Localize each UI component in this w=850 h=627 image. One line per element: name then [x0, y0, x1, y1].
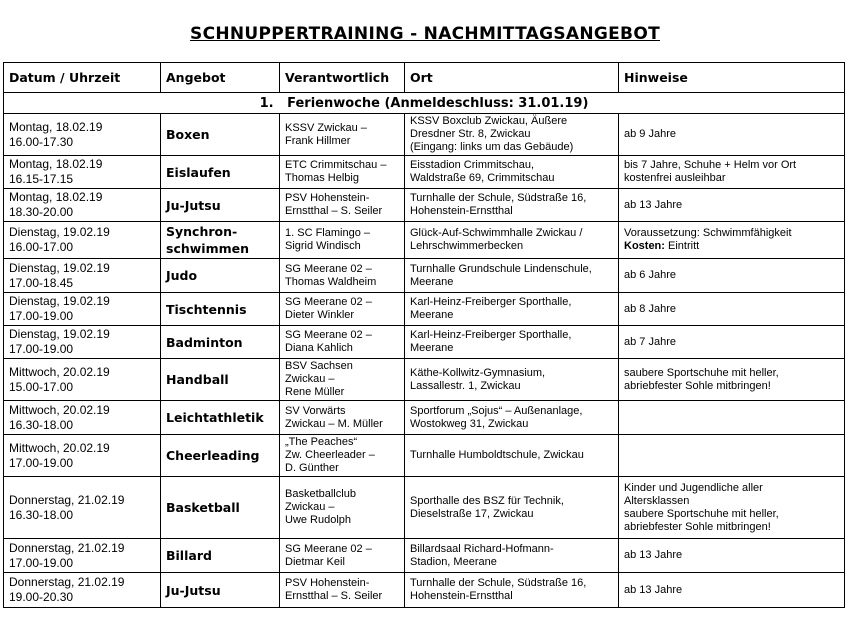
place-cell: [405, 114, 619, 156]
offer-cell: [161, 293, 280, 326]
responsible-line: SG Meerane 02 –: [285, 296, 372, 308]
responsible-line: D. Günther: [285, 462, 339, 474]
notes-cell: [619, 359, 845, 401]
table-row: [4, 326, 845, 359]
date-cell: [4, 477, 161, 539]
responsible-line: Ernstthal – S. Seiler: [285, 590, 383, 602]
offer-line: Basketball: [166, 500, 240, 515]
notes-line: ab 13 Jahre: [624, 198, 683, 211]
date-line: Mittwoch, 20.02.19: [9, 364, 110, 379]
header-place: Ort: [405, 63, 619, 93]
place-line: Turnhalle Grundschule Lindenschule,: [410, 262, 592, 275]
date-cell: [4, 114, 161, 156]
responsible-cell: [280, 573, 405, 608]
responsible-line: KSSV Zwickau –: [285, 121, 367, 134]
date-cell: [4, 293, 161, 326]
table-row: [4, 259, 845, 293]
responsible-line: Sigrid Windisch: [285, 240, 361, 252]
responsible-cell: [280, 326, 405, 359]
notes-line: abriebfester Sohle mitbringen!: [624, 520, 771, 533]
notes-line: saubere Sportschuhe mit heller,: [624, 507, 779, 520]
place-cell: [405, 359, 619, 401]
date-line: Donnerstag, 21.02.19: [9, 540, 125, 555]
date-cell: [4, 326, 161, 359]
place-cell: [405, 189, 619, 222]
header-date: Datum / Uhrzeit: [4, 63, 161, 93]
offer-line: Boxen: [166, 127, 210, 142]
offer-cell: [161, 401, 280, 435]
date-line: 17.00-19.00: [9, 455, 74, 470]
responsible-line: Zwickau –: [285, 373, 335, 385]
place-cell: [405, 259, 619, 293]
table-row: [4, 293, 845, 326]
week-heading: [4, 93, 845, 114]
responsible-cell: [280, 477, 405, 539]
date-line: Dienstag, 19.02.19: [9, 260, 110, 275]
date-line: 16.00-17.00: [9, 240, 74, 254]
table-row: [4, 477, 845, 539]
notes-cost-line: [624, 240, 839, 253]
offer-line: Leichtathletik: [166, 410, 264, 425]
responsible-line: Frank Hillmer: [285, 134, 351, 147]
date-line: Dienstag, 19.02.19: [9, 294, 110, 308]
offer-cell: [161, 189, 280, 222]
place-cell: [405, 293, 619, 326]
responsible-line: BSV Sachsen: [285, 360, 353, 372]
date-line: Mittwoch, 20.02.19: [9, 440, 110, 455]
offer-cell: [161, 114, 280, 156]
place-cell: [405, 573, 619, 608]
place-line: Meerane: [410, 275, 454, 288]
date-cell: [4, 573, 161, 608]
responsible-line: Dietmar Keil: [285, 555, 345, 568]
table-row: [4, 359, 845, 401]
date-line: 17.00-18.45: [9, 275, 74, 290]
place-line: Dresdner Str. 8, Zwickau: [410, 128, 531, 140]
place-cell: [405, 539, 619, 573]
notes-line: saubere Sportschuhe mit heller,: [624, 366, 779, 379]
notes-cell: [619, 222, 845, 259]
date-cell: [4, 156, 161, 189]
responsible-line: Dieter Winkler: [285, 309, 355, 321]
notes-cell: [619, 293, 845, 326]
notes-line: ab 13 Jahre: [624, 549, 683, 561]
responsible-line: Uwe Rudolph: [285, 514, 352, 526]
responsible-cell: [280, 359, 405, 401]
responsible-cell: [280, 435, 405, 477]
responsible-cell: [280, 401, 405, 435]
offer-cell: [161, 156, 280, 189]
place-line: Turnhalle Humboldtschule, Zwickau: [410, 449, 584, 461]
responsible-cell: [280, 259, 405, 293]
date-cell: [4, 259, 161, 293]
table-row: [4, 156, 845, 189]
place-line: Lassallestr. 1, Zwickau: [410, 379, 521, 392]
date-line: 16.30-18.00: [9, 507, 74, 522]
responsible-line: Rene Müller: [285, 386, 345, 398]
responsible-cell: [280, 293, 405, 326]
responsible-line: Zwickau –: [285, 501, 335, 513]
place-cell: [405, 401, 619, 435]
offer-cell: [161, 222, 280, 259]
responsible-line: Diana Kahlich: [285, 342, 353, 354]
notes-line: kostenfrei ausleihbar: [624, 172, 726, 184]
offer-line: Handball: [166, 372, 229, 387]
table-row: [4, 401, 845, 435]
notes-line: Voraussetzung: Schwimmfähigkeit: [624, 227, 792, 239]
place-line: Lehrschwimmerbecken: [410, 240, 524, 252]
offer-cell: [161, 259, 280, 293]
place-line: Karl-Heinz-Freiberger Sporthalle,: [410, 329, 572, 341]
offer-line: Cheerleading: [166, 448, 260, 463]
notes-cell: [619, 573, 845, 608]
place-line: Turnhalle der Schule, Südstraße 16,: [410, 192, 587, 204]
table-row: [4, 114, 845, 156]
place-line: Käthe-Kollwitz-Gymnasium,: [410, 366, 546, 379]
date-line: Montag, 18.02.19: [9, 157, 103, 171]
table-row: [4, 539, 845, 573]
offer-cell: [161, 573, 280, 608]
header-notes: Hinweise: [619, 63, 845, 93]
place-cell: [405, 477, 619, 539]
notes-line: ab 9 Jahre: [624, 128, 676, 140]
offer-line: Judo: [166, 268, 198, 283]
date-line: Montag, 18.02.19: [9, 119, 103, 134]
place-line: Meerane: [410, 342, 454, 354]
notes-line: bis 7 Jahre, Schuhe + Helm vor Ort: [624, 159, 797, 171]
date-cell: [4, 189, 161, 222]
notes-cost-value: Eintritt: [664, 240, 700, 252]
notes-cell: [619, 114, 845, 156]
page-title: SCHNUPPERTRAINING - NACHMITTAGSANGEBOT: [190, 24, 660, 44]
notes-cell: [619, 189, 845, 222]
notes-line: ab 6 Jahre: [624, 269, 676, 281]
place-line: Karl-Heinz-Freiberger Sporthalle,: [410, 296, 572, 308]
date-line: 19.00-20.30: [9, 590, 74, 604]
offer-line: schwimmen: [166, 241, 250, 256]
date-cell: [4, 359, 161, 401]
offer-line: Synchron-: [166, 224, 238, 239]
week-number: 1.: [259, 95, 274, 111]
place-line: (Eingang: links um das Gebäude): [410, 141, 574, 153]
responsible-line: SG Meerane 02 –: [285, 262, 372, 275]
offer-line: Eislaufen: [166, 164, 231, 180]
table-row: [4, 222, 845, 259]
responsible-cell: [280, 539, 405, 573]
notes-cell: [619, 259, 845, 293]
place-line: Waldstraße 69, Crimmitschau: [410, 172, 555, 184]
place-line: Stadion, Meerane: [410, 555, 497, 568]
place-line: Sporthalle des BSZ für Technik,: [410, 494, 564, 507]
offer-cell: [161, 539, 280, 573]
date-line: 17.00-19.00: [9, 555, 74, 570]
responsible-line: ETC Crimmitschau –: [285, 159, 387, 171]
notes-cell: [619, 326, 845, 359]
offer-cell: [161, 359, 280, 401]
week-label: Ferienwoche (Anmeldeschluss: 31.01.19): [287, 95, 589, 111]
date-line: Dienstag, 19.02.19: [9, 327, 110, 341]
date-line: 16.00-17.30: [9, 134, 74, 149]
responsible-line: 1. SC Flamingo –: [285, 227, 370, 239]
responsible-line: SV Vorwärts: [285, 404, 346, 417]
notes-cell: [619, 477, 845, 539]
schedule-table: [3, 62, 845, 608]
place-cell: [405, 326, 619, 359]
offer-line: Ju-Jutsu: [166, 197, 221, 213]
notes-line: Kinder und Jugendliche aller: [624, 481, 763, 494]
header-row: [4, 63, 845, 93]
date-line: Mittwoch, 20.02.19: [9, 402, 110, 417]
header-offer: Angebot: [161, 63, 280, 93]
date-line: Donnerstag, 21.02.19: [9, 575, 125, 589]
notes-cost-label: Kosten:: [624, 240, 665, 252]
header-responsible: Verantwortlich: [280, 63, 405, 93]
table-row: [4, 189, 845, 222]
week-heading-row: [4, 93, 845, 114]
notes-cell: [619, 156, 845, 189]
date-cell: [4, 222, 161, 259]
date-line: 15.00-17.00: [9, 379, 74, 394]
responsible-line: SG Meerane 02 –: [285, 329, 372, 341]
responsible-line: Basketballclub: [285, 488, 356, 500]
notes-line: abriebfester Sohle mitbringen!: [624, 379, 771, 392]
offer-line: Tischtennis: [166, 301, 247, 317]
responsible-line: Thomas Helbig: [285, 172, 359, 184]
place-line: Sportforum „Sojus“ – Außenanlage,: [410, 404, 583, 417]
place-line: Dieselstraße 17, Zwickau: [410, 507, 534, 520]
responsible-line: SG Meerane 02 –: [285, 542, 372, 555]
place-line: Billardsaal Richard-Hofmann-: [410, 542, 554, 555]
responsible-line: „The Peaches“: [285, 436, 358, 448]
notes-cell: [619, 539, 845, 573]
notes-cell: [619, 401, 845, 435]
offer-cell: [161, 477, 280, 539]
responsible-line: Zwickau – M. Müller: [285, 417, 383, 430]
notes-cell: [619, 435, 845, 477]
notes-line: ab 7 Jahre: [624, 335, 676, 348]
responsible-cell: [280, 114, 405, 156]
responsible-line: Zw. Cheerleader –: [285, 449, 375, 461]
date-line: 16.15-17.15: [9, 172, 74, 186]
offer-line: Billard: [166, 548, 212, 563]
date-line: 16.30-18.00: [9, 417, 74, 432]
responsible-cell: [280, 222, 405, 259]
place-line: Eisstadion Crimmitschau,: [410, 159, 535, 171]
offer-cell: [161, 435, 280, 477]
date-line: Dienstag, 19.02.19: [9, 225, 110, 239]
place-line: Hohenstein-Ernstthal: [410, 590, 513, 602]
place-cell: [405, 156, 619, 189]
date-line: 18.30-20.00: [9, 205, 74, 219]
place-cell: [405, 435, 619, 477]
responsible-line: PSV Hohenstein-: [285, 577, 370, 589]
offer-cell: [161, 326, 280, 359]
responsible-cell: [280, 189, 405, 222]
place-cell: [405, 222, 619, 259]
place-line: Meerane: [410, 309, 454, 321]
offer-line: Ju-Jutsu: [166, 582, 221, 598]
place-line: Hohenstein-Ernstthal: [410, 205, 513, 217]
notes-line: ab 8 Jahre: [624, 302, 676, 315]
place-line: Turnhalle der Schule, Südstraße 16,: [410, 577, 587, 589]
place-line: Wostokweg 31, Zwickau: [410, 417, 529, 430]
date-cell: [4, 539, 161, 573]
date-cell: [4, 401, 161, 435]
place-line: KSSV Boxclub Zwickau, Äußere: [410, 115, 568, 127]
date-line: Montag, 18.02.19: [9, 190, 103, 204]
table-row: [4, 573, 845, 608]
date-line: 17.00-19.00: [9, 309, 74, 323]
responsible-cell: [280, 156, 405, 189]
notes-line: Altersklassen: [624, 494, 690, 507]
responsible-line: Ernstthal – S. Seiler: [285, 205, 383, 217]
responsible-line: PSV Hohenstein-: [285, 192, 370, 204]
date-line: 17.00-19.00: [9, 342, 74, 356]
offer-line: Badminton: [166, 334, 243, 350]
date-cell: [4, 435, 161, 477]
table-row: [4, 435, 845, 477]
responsible-line: Thomas Waldheim: [285, 275, 377, 288]
notes-line: ab 13 Jahre: [624, 583, 683, 596]
date-line: Donnerstag, 21.02.19: [9, 492, 125, 507]
place-line: Glück-Auf-Schwimmhalle Zwickau /: [410, 227, 583, 239]
